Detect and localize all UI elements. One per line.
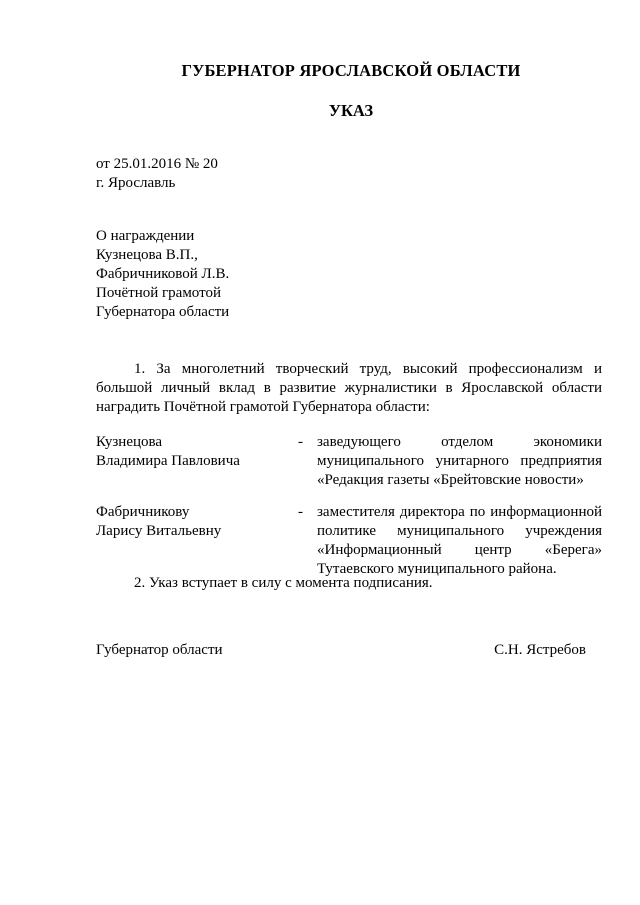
- subject-line: Почётной грамотой: [96, 285, 221, 301]
- subject-line: Губернатора области: [96, 304, 230, 320]
- awardee-surname: Фабричникову: [96, 504, 190, 520]
- position-line: «Информационный центр «Берега»: [317, 542, 602, 558]
- document-type-heading: УКАЗ: [328, 101, 374, 120]
- awardee-dash: -: [298, 504, 303, 520]
- clause-1-paragraph: [96, 360, 602, 417]
- awardee-dash: -: [298, 434, 303, 450]
- position-line: «Редакция газеты «Брейтовские новости»: [317, 472, 584, 488]
- awardee-name: [96, 433, 296, 471]
- subject-line: Фабричниковой Л.В.: [96, 266, 230, 282]
- awardee-given-names: Владимира Павловича: [96, 453, 240, 469]
- signatory-name: С.Н. Ястребов: [494, 642, 586, 658]
- clause-2-paragraph: 2. Указ вступает в силу с момента подписания.: [134, 575, 433, 591]
- document-date-number: от 25.01.2016 № 20: [96, 156, 218, 172]
- position-line: заведующего отделом экономики: [317, 434, 602, 450]
- awardee-position: [317, 433, 602, 490]
- position-line: муниципального унитарного предприятия: [317, 453, 602, 469]
- position-line: заместителя директора по информационной: [317, 504, 602, 520]
- position-line: политике муниципального учреждения: [317, 523, 602, 539]
- clause-1-text: 1. За многолетний творческий труд, высокий профессионализм и большой личный вклад в развитие журналистики в Ярославской области наградить Почётной грамотой Губернатора области:: [96, 361, 602, 415]
- awardee-position: [317, 503, 602, 579]
- signatory-role: Губернатор области: [96, 642, 223, 658]
- document-subject: [96, 227, 396, 322]
- subject-line: Кузнецова В.П.,: [96, 247, 198, 263]
- document-city: г. Ярославль: [96, 175, 176, 191]
- awardee-given-names: Ларису Витальевну: [96, 523, 222, 539]
- subject-line: О награждении: [96, 228, 195, 244]
- issuing-authority-title: ГУБЕРНАТОР ЯРОСЛАВСКОЙ ОБЛАСТИ: [181, 61, 521, 80]
- awardee-name: [96, 503, 296, 541]
- awardee-surname: Кузнецова: [96, 434, 163, 450]
- position-line: Тутаевского муниципального района.: [317, 561, 557, 577]
